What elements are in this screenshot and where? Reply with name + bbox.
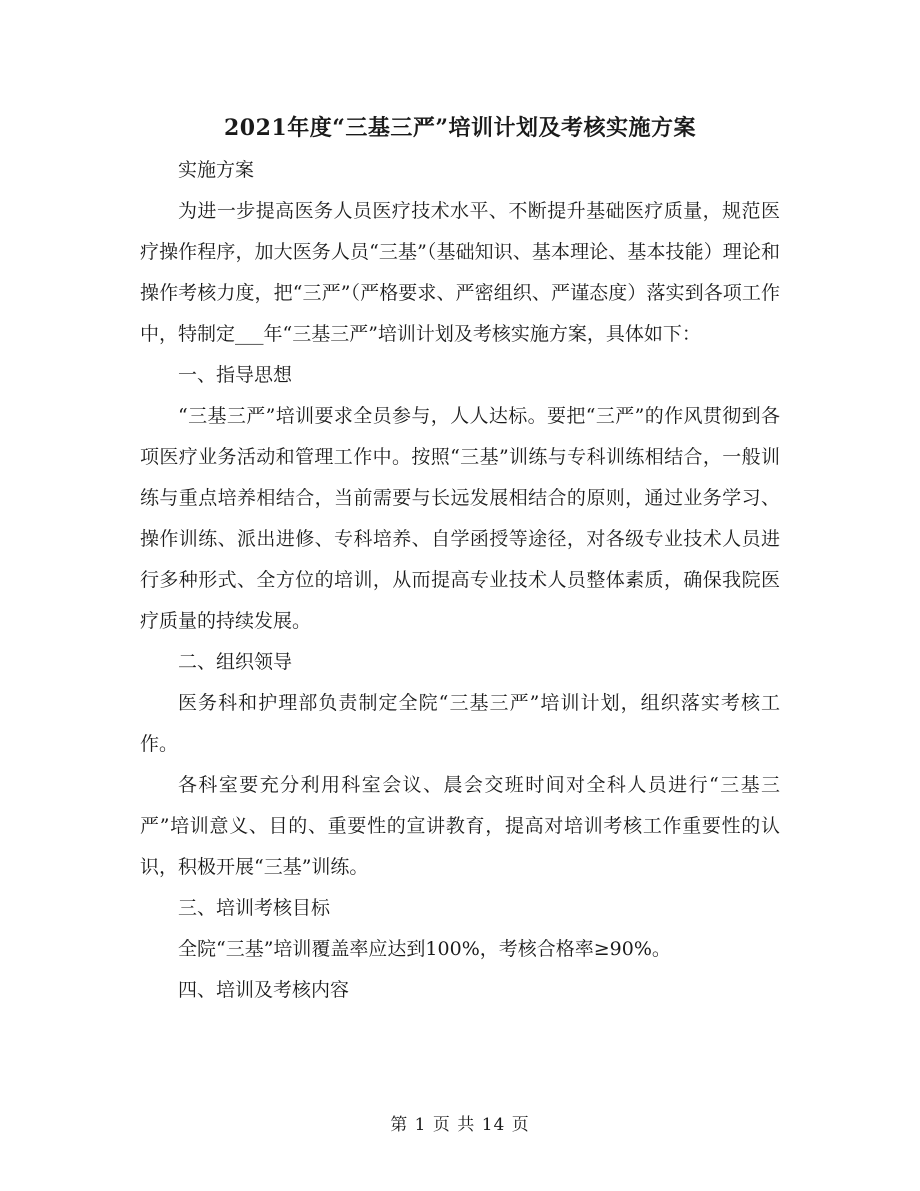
section-intro-label: 实施方案 — [178, 159, 255, 181]
section-1-paragraph-1: “三基三严”培训要求全员参与，人人达标。要把“三严”的作风贯彻到各项医疗业务活动和管理工作中。按照“三基”训练与专科训练相结合，一般训练与重点培养相结合，当前需要与长远发展相结合的原则，通过业务学习、操作训练、派出进修、专科培养、自学函授等途径，对各级专业技术人员进行多种形式、全方位的培训，从而提高专业技术人员整体素质，确保我院医疗质量的持续发展。 — [140, 405, 780, 632]
document-body — [140, 150, 780, 1011]
section-heading-2: 二、组织领导 — [178, 651, 293, 673]
section-heading-1: 一、指导思想 — [178, 364, 293, 386]
document-title: 2021年度“三基三严”培训计划及考核实施方案 — [223, 115, 697, 141]
section-heading-3: 三、培训考核目标 — [178, 897, 331, 919]
section-2-paragraph-1: 医务科和护理部负责制定全院“三基三严”培训计划，组织落实考核工作。 — [140, 692, 780, 755]
section-2-paragraph-2: 各科室要充分利用科室会议、晨会交班时间对全科人员进行“三基三严”培训意义、目的、重要性的宣讲教育，提高对培训考核工作重要性的认识，积极开展“三基”训练。 — [140, 774, 780, 878]
intro-paragraph: 为进一步提高医务人员医疗技术水平、不断提升基础医疗质量，规范医疗操作程序，加大医务人员“三基”（基础知识、基本理论、基本技能）理论和操作考核力度，把“三严”（严格要求、严密组织、严谨态度）落实到各项工作中，特制定___年“三基三严”培训计划及考核实施方案，具体如下： — [140, 200, 780, 345]
section-heading-4: 四、培训及考核内容 — [178, 979, 350, 1001]
page-footer: 第 1 页 共 14 页 — [390, 1115, 530, 1135]
section-3-paragraph-1: 全院“三基”培训覆盖率应达到100%，考核合格率≥90%。 — [178, 938, 671, 960]
